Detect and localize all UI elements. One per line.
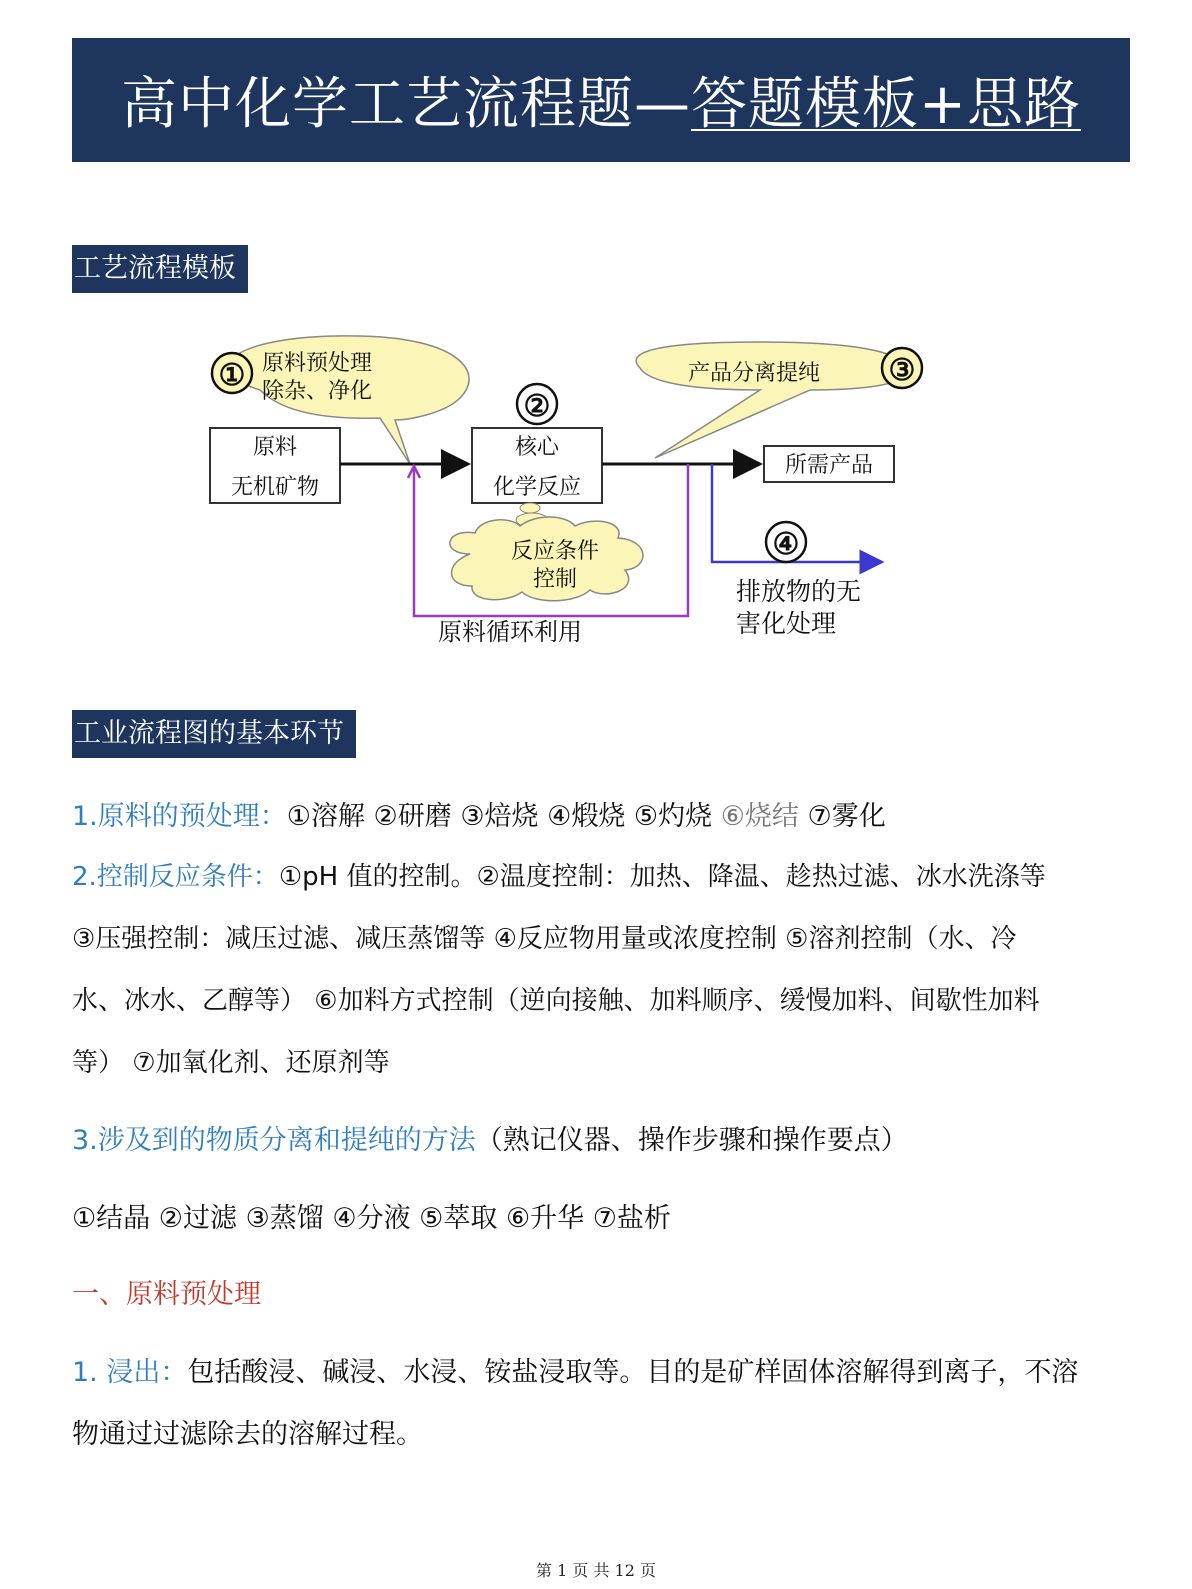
item-1-gray: ⑥烧结 bbox=[720, 801, 799, 832]
item-2-line-4: 等） ⑦加氧化剂、还原剂等 bbox=[72, 1048, 390, 1078]
part-1-label: 浸出： bbox=[106, 1357, 188, 1388]
part-1-text-1: 包括酸浸、碱浸、水浸、铵盐浸取等。目的是矿样固体溶解得到离子，不溶 bbox=[187, 1357, 1079, 1388]
item-3-paren: （熟记仪器、操作步骤和操作要点） bbox=[475, 1125, 908, 1156]
waste-label-line2: 害化处理 bbox=[736, 609, 837, 638]
title-underlined: 答题模板+思路 bbox=[691, 72, 1081, 137]
process-flow-diagram bbox=[200, 328, 960, 668]
item-2-line-1 bbox=[72, 856, 1132, 893]
part-1-heading: 一、原料预处理 bbox=[72, 1279, 261, 1310]
part-1-paragraph-line-2: 物通过过滤除去的溶解过程。 bbox=[72, 1419, 423, 1450]
raw-box-line1: 原料 bbox=[252, 435, 298, 460]
item-2-line-2: ③压强控制：减压过滤、减压蒸馏等 ④反应物用量或浓度控制 ⑤溶剂控制（水、冷 bbox=[72, 924, 1017, 954]
recycle-label: 原料循环利用 bbox=[438, 618, 582, 646]
step-2-number: ② bbox=[523, 389, 551, 424]
item-2-label: 2.控制反应条件： bbox=[72, 862, 279, 892]
item-1-tail: ⑦雾化 bbox=[798, 801, 886, 832]
item-1-pretreatment bbox=[72, 794, 1132, 833]
page-footer: 第 1 页 共 12 页 bbox=[536, 1561, 656, 1580]
section-tag-basic-steps: 工业流程图的基本环节 bbox=[72, 710, 356, 758]
core-box-line2: 化学反应 bbox=[492, 475, 582, 500]
reaction-conditions-cloud bbox=[450, 503, 643, 601]
bubble-separation bbox=[636, 342, 922, 458]
step-1-number: ① bbox=[218, 358, 246, 393]
product-box-text: 所需产品 bbox=[784, 453, 874, 478]
item-3-heading bbox=[72, 1118, 1132, 1157]
bubble1-line1: 原料预处理 bbox=[262, 351, 373, 376]
step-4-number: ④ bbox=[772, 527, 800, 562]
title-banner bbox=[72, 38, 1130, 162]
part-1-number: 1. bbox=[72, 1357, 107, 1388]
bubble3-text: 产品分离提纯 bbox=[688, 361, 821, 386]
item-3-label: 3.涉及到的物质分离和提纯的方法 bbox=[72, 1125, 476, 1156]
step-3-number: ③ bbox=[888, 353, 916, 388]
item-1-label: 1.原料的预处理： bbox=[72, 801, 287, 832]
item-1-text: ①溶解 ②研磨 ③焙烧 ④煅烧 ⑤灼烧 bbox=[286, 801, 721, 832]
item-2-text-1: ①pH 值的控制。②温度控制：加热、降温、趁热过滤、冰水洗涤等 bbox=[278, 862, 1046, 892]
core-box-line1: 核心 bbox=[514, 435, 560, 460]
part-1-paragraph-line-1 bbox=[72, 1350, 1132, 1389]
waste-label-line1: 排放物的无 bbox=[736, 577, 862, 606]
cloud-line2: 控制 bbox=[532, 567, 578, 592]
title-main: 高中化学工艺流程题— bbox=[121, 72, 692, 137]
item-2-line-3: 水、冰水、乙醇等） ⑥加料方式控制（逆向接触、加料顺序、缓慢加料、间歇性加料 bbox=[72, 986, 1040, 1016]
section-tag-process-template: 工艺流程模板 bbox=[72, 245, 248, 293]
raw-box-line2: 无机矿物 bbox=[230, 475, 320, 500]
item-3-list: ①结晶 ②过滤 ③蒸馏 ④分液 ⑤萃取 ⑥升华 ⑦盐析 bbox=[72, 1203, 671, 1234]
bubble1-line2: 除杂、净化 bbox=[262, 379, 373, 404]
cloud-line1: 反应条件 bbox=[510, 539, 600, 564]
page-title bbox=[121, 60, 1081, 140]
